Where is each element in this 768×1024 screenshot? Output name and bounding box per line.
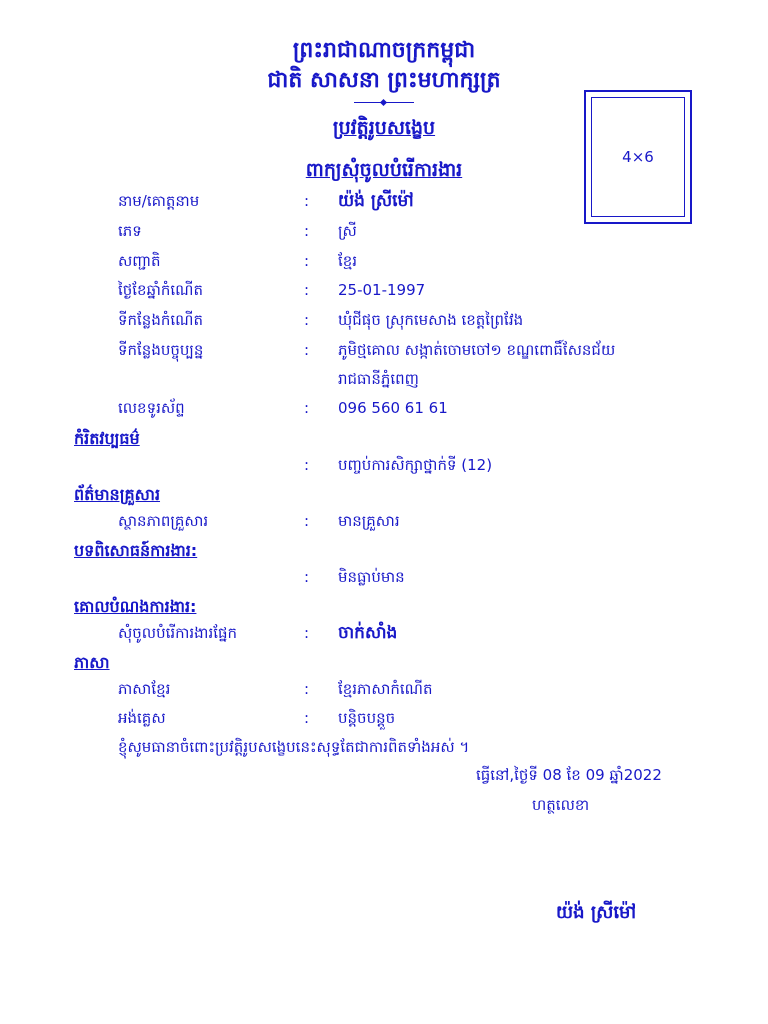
colon: : (304, 311, 310, 329)
sex-label: ភេទ (118, 222, 142, 240)
english-language-label: អង់គ្លេស (118, 709, 166, 727)
experience-value: មិនធ្លាប់មាន (338, 568, 405, 586)
signature-name: យ៉ង់ ស្រីម៉ៅ (556, 902, 637, 923)
nationality-label: សញ្ជាតិ (118, 252, 161, 270)
colon: : (304, 281, 310, 299)
colon: : (304, 680, 310, 698)
colon: : (304, 252, 310, 270)
objective-label: សុំចូលបំរើការងារផ្នែក (118, 624, 238, 642)
colon: : (304, 399, 310, 417)
colon: : (304, 512, 310, 530)
dob-label: ថ្ងៃខែឆ្នាំកំណើត (118, 281, 203, 299)
name-value: យ៉ង់ ស្រីម៉ៅ (338, 191, 414, 211)
colon: : (304, 341, 310, 359)
marital-status-value: មានគ្រួសារ (338, 512, 400, 530)
address-label: ទីកន្លែងបច្ចុប្បន្ន (118, 341, 204, 359)
english-language-value: បន្តិចបន្តួច (338, 709, 396, 727)
signature-label: ហត្ថលេខា (532, 796, 590, 814)
objective-value: ចាក់សាំង (338, 623, 398, 643)
phone-value: 096 560 61 61 (338, 399, 448, 417)
ornament-divider (354, 102, 414, 103)
language-heading: ភាសា (74, 653, 110, 672)
application-title: ពាក្យសុំចូលបំរើការងារ (305, 159, 463, 181)
education-heading: កំរិតវប្បធម៌ (74, 429, 140, 448)
kingdom-title: ព្រះរាជាណាចក្រកម្ពុជា (292, 38, 476, 63)
cv-title: ប្រវត្តិរូបសង្ខេប (332, 117, 436, 139)
khmer-language-value: ខ្មែរភាសាកំណើត (338, 680, 433, 698)
colon: : (304, 568, 310, 586)
national-motto: ជាតិ សាសនា ព្រះមហាក្សត្រ (267, 68, 501, 93)
nationality-value: ខ្មែរ (338, 252, 358, 270)
address-value-line2: រាជធានីភ្នំពេញ (338, 370, 419, 388)
dob-value: 25-01-1997 (338, 281, 426, 299)
photo-size-label: 4×6 (591, 97, 685, 217)
name-label: នាម/គោត្តនាម (118, 192, 200, 210)
colon: : (304, 456, 310, 474)
date-line: ធ្វើនៅ,ថ្ងៃទី 08 ខែ 09 ឆ្នាំ2022 (476, 766, 662, 784)
khmer-language-label: ភាសាខ្មែរ (118, 680, 171, 698)
sex-value: ស្រី (338, 222, 357, 240)
declaration-text: ខ្ញុំសូមធានាចំពោះប្រវត្តិរូបសង្ខេបនេះសុទ្ធតែជាការពិតទាំងអស់ ។ (118, 738, 470, 756)
pob-label: ទីកន្លែងកំណើត (118, 311, 203, 329)
photo-placeholder (584, 90, 692, 224)
family-heading: ព័ត៌មានគ្រួសារ (74, 485, 161, 504)
experience-heading: បទពិសោធន៍ការងារ: (74, 541, 198, 560)
address-value-line1: ភូមិថ្មគោល សង្កាត់ចោមចៅ១ ខណ្ឌពោធិ៍សែនជ័យ (338, 341, 616, 359)
phone-label: លេខទូរស័ព្ទ (118, 399, 185, 417)
colon: : (304, 222, 310, 240)
education-value: បញ្ចប់ការសិក្សាថ្នាក់ទី (12) (338, 456, 493, 474)
marital-status-label: ស្ថានភាពគ្រួសារ (118, 512, 209, 530)
objective-heading: គោលបំណងការងារ: (74, 597, 197, 616)
colon: : (304, 192, 310, 210)
pob-value: ឃុំជីផុច ស្រុកមេសាង ខេត្តព្រៃវែង (338, 311, 524, 329)
colon: : (304, 709, 310, 727)
colon: : (304, 624, 310, 642)
